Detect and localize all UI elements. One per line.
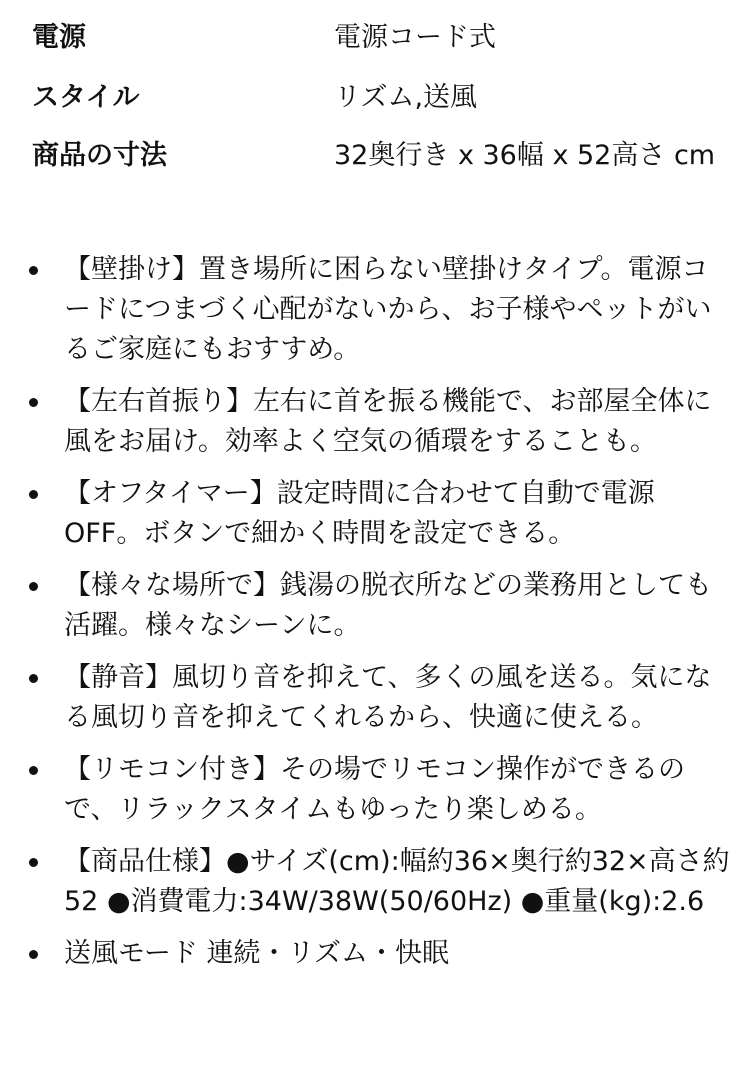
bullet-icon [29, 490, 38, 499]
feature-item-oscillation [0, 382, 756, 462]
feature-text: 送風モード 連続・リズム・快眠 [64, 938, 449, 969]
feature-text: 【様々な場所で】銭湯の脱衣所などの業務用としても活躍。様々なシーンに。 [64, 570, 712, 641]
bullet-icon [29, 766, 38, 775]
bullet-icon [29, 858, 38, 867]
feature-item-wall-mount [0, 250, 756, 370]
feature-text: 【商品仕様】●サイズ(cm):幅約36×奥行約32×高さ約52 ●消費電力:34W/38W(50/60Hz) ●重量(kg):2.6 [64, 846, 730, 917]
bullet-icon [29, 950, 38, 959]
spec-row-dimensions [32, 136, 732, 226]
feature-text: 【オフタイマー】設定時間に合わせて自動で電源OFF。ボタンで細かく時間を設定できる。 [64, 478, 655, 549]
spec-label-style: スタイル [32, 82, 140, 113]
bullet-icon [29, 266, 38, 275]
feature-text: 【左右首振り】左右に首を振る機能で、お部屋全体に風をお届け。効率よく空気の循環をすることも。 [64, 386, 712, 457]
spec-label-power: 電源 [32, 22, 86, 53]
spec-row-power [32, 18, 732, 78]
feature-item-quiet [0, 658, 756, 738]
feature-item-remote [0, 750, 756, 830]
bullet-icon [29, 582, 38, 591]
bullet-icon [29, 674, 38, 683]
feature-list [0, 250, 756, 986]
feature-text: 【リモコン付き】その場でリモコン操作ができるので、リラックスタイムもゆったり楽しめる。 [64, 754, 685, 825]
feature-item-modes [0, 934, 756, 974]
spec-label-dimensions: 商品の寸法 [32, 140, 167, 171]
feature-text: 【静音】風切り音を抑えて、多くの風を送る。気になる風切り音を抑えてくれるから、快適に使える。 [64, 662, 712, 733]
bullet-icon [29, 398, 38, 407]
feature-text: 【壁掛け】置き場所に困らない壁掛けタイプ。電源コードにつまづく心配がないから、お子様やペットがいるご家庭にもおすすめ。 [64, 254, 712, 365]
spec-value-dimensions: 32奥行き x 36幅 x 52高さ cm [334, 140, 716, 171]
feature-item-off-timer [0, 474, 756, 554]
spec-value-power: 電源コード式 [334, 22, 496, 53]
spec-table [32, 18, 732, 226]
spec-value-style: リズム,送風 [334, 82, 478, 113]
spec-row-style [32, 78, 732, 136]
feature-item-various-places [0, 566, 756, 646]
feature-item-specs [0, 842, 756, 922]
